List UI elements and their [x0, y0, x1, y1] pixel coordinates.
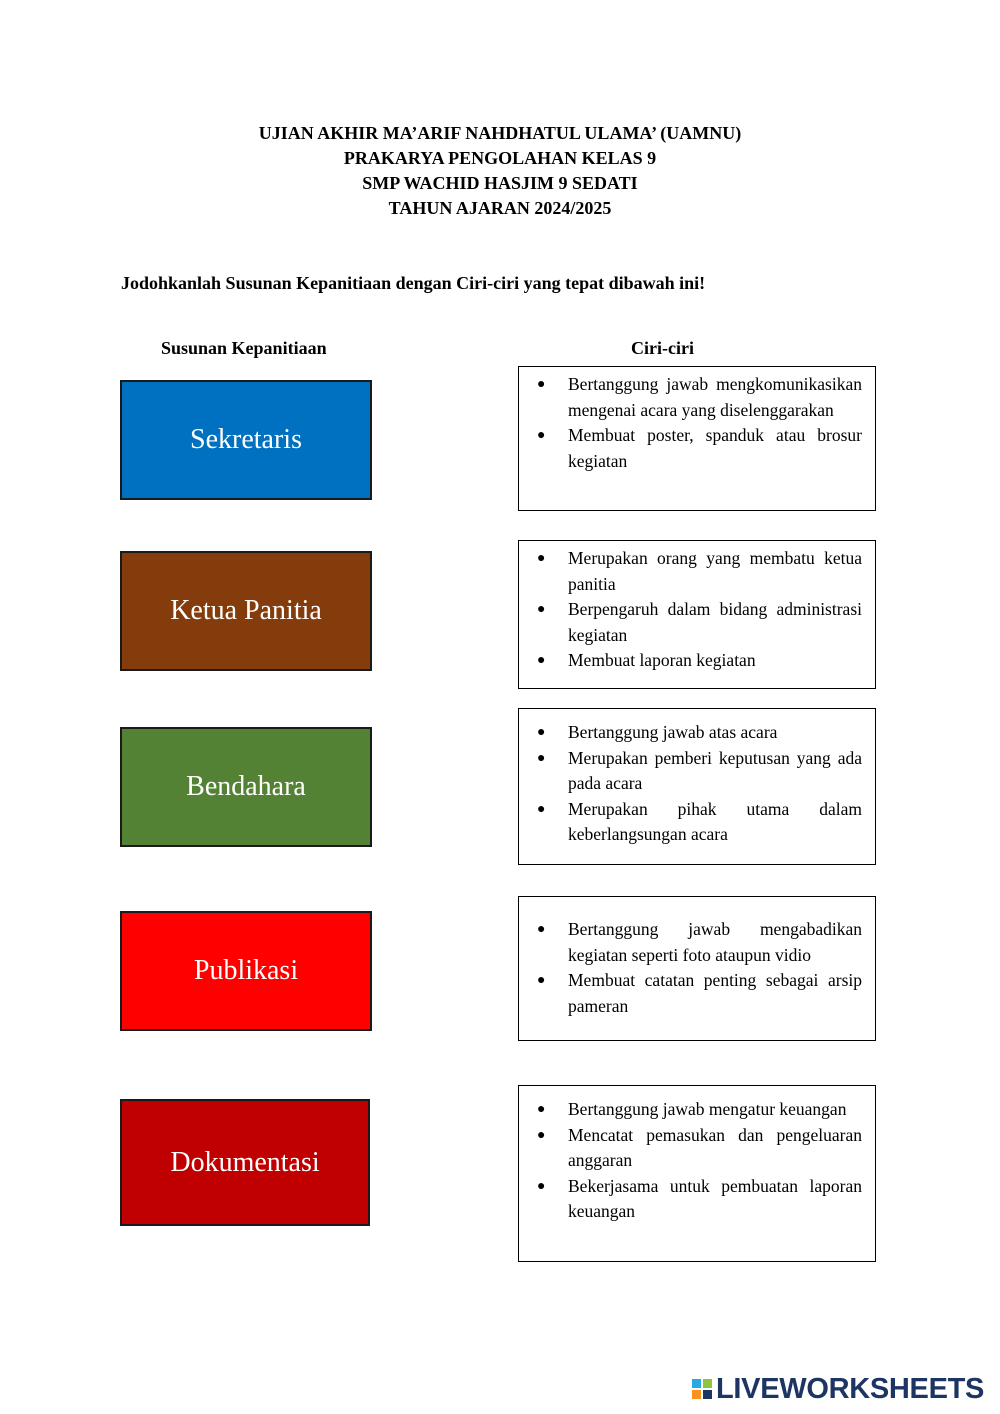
trait-item: ● Bertanggung jawab atas acara: [519, 720, 862, 746]
bullet-icon: ●: [537, 602, 546, 617]
bullet-icon: ●: [537, 377, 546, 392]
trait-item: ● Bekerjasama untuk pembuatan laporan keuangan: [537, 1175, 862, 1221]
bullet-icon: ●: [537, 551, 546, 566]
trait-item: ● Mencatat pemasukan dan pengeluaran anggaran: [537, 1124, 862, 1170]
logo-text: LIVEWORKSHEETS: [716, 1372, 985, 1405]
header-line-3: SMP WACHID HASJIM 9 SEDATI: [362, 173, 638, 193]
bullet-icon: ●: [537, 922, 546, 937]
bullet-icon: ●: [537, 1127, 546, 1143]
liveworksheets-logo: [692, 1372, 984, 1406]
trait-card-5[interactable]: [518, 1085, 876, 1262]
trait-card-2[interactable]: [518, 540, 876, 689]
left-column-heading: Susunan Kepanitiaan: [161, 338, 327, 358]
bullet-icon: ●: [537, 428, 546, 443]
trait-card-4[interactable]: [518, 896, 876, 1041]
trait-item: ● Merupakan orang yang membatu ketua panitia: [537, 548, 862, 594]
trait-card-1[interactable]: [518, 366, 876, 511]
role-label: Dokumentasi: [170, 1146, 320, 1178]
exam-header: [0, 121, 1000, 221]
role-box-bendahara[interactable]: [120, 727, 372, 847]
bullet-icon: ●: [537, 653, 546, 668]
role-box-dokumentasi[interactable]: [120, 1099, 370, 1226]
header-line-2: PRAKARYA PENGOLAHAN KELAS 9: [343, 148, 657, 168]
role-label: Sekretaris: [190, 424, 302, 455]
role-box-publikasi[interactable]: [120, 911, 372, 1031]
instruction-text: Jodohkanlah Susunan Kepanitiaan dengan Ciri-ciri yang tepat dibawah ini!: [121, 273, 706, 293]
trait-item: ● Bertanggung jawab mengabadikan kegiatan seperti foto ataupun vidio: [537, 919, 862, 965]
trait-item: ● Bertanggung jawab mengatur keuangan: [519, 1097, 862, 1123]
trait-item: ● Bertanggung jawab mengkomunikasikan mengenai acara yang diselenggarakan: [537, 374, 862, 420]
bullet-icon: ●: [537, 750, 546, 766]
header-line-4: TAHUN AJARAN 2024/2025: [388, 198, 612, 218]
logo-mark-icon: [692, 1379, 712, 1399]
role-label: Bendahara: [186, 771, 306, 802]
bullet-icon: ●: [537, 801, 546, 817]
role-box-sekretaris[interactable]: [120, 380, 372, 500]
trait-item: ● Membuat catatan penting sebagai arsip pameran: [537, 970, 862, 1016]
bullet-icon: ●: [537, 1178, 546, 1194]
role-label: Publikasi: [193, 955, 299, 986]
header-line-1: UJIAN AKHIR MA’ARIF NAHDHATUL ULAMA’ (UAMNU): [258, 123, 742, 143]
right-column-heading: Ciri-ciri: [631, 338, 694, 358]
trait-item: ● Merupakan pihak utama dalam keberlangsungan acara: [537, 798, 862, 844]
trait-item: ● Merupakan pemberi keputusan yang ada pada acara: [537, 747, 862, 793]
trait-item: ● Membuat laporan kegiatan: [519, 648, 862, 674]
trait-item: ● Membuat poster, spanduk atau brosur kegiatan: [537, 425, 862, 471]
bullet-icon: ●: [537, 973, 546, 988]
role-label: Ketua Panitia: [170, 595, 322, 626]
trait-card-3[interactable]: [518, 708, 876, 865]
bullet-icon: ●: [537, 725, 546, 740]
role-box-ketua-panitia[interactable]: [120, 551, 372, 671]
bullet-icon: ●: [537, 1102, 546, 1117]
trait-item: ● Berpengaruh dalam bidang administrasi kegiatan: [537, 599, 862, 645]
